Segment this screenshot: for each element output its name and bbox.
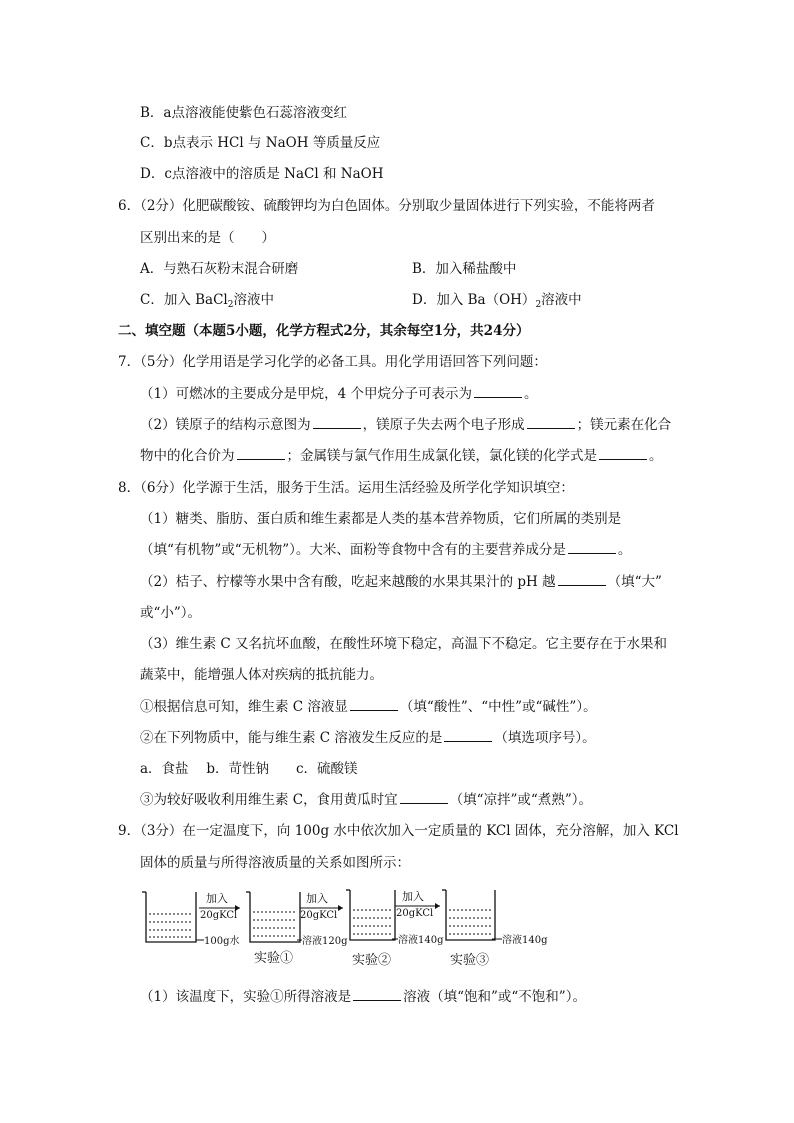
q6-option-d-tail: 溶液中 (541, 292, 582, 308)
amount-label: 20gKCl (396, 908, 434, 919)
q8-choices: a．食盐 b．苛性钠 c．硫酸镁 (140, 761, 358, 777)
answer-blank[interactable] (527, 416, 575, 429)
q6-option-d (412, 291, 582, 314)
q8-sub2 (140, 729, 596, 747)
q7-part2-text-a: （2）镁原子的结构示意图为 (140, 417, 311, 433)
q8-part2-text: （2）桔子、柠檬等水果中含有酸，吃起来越酸的水果其果汁的 pH 越 (140, 574, 556, 590)
q8-part2-line1 (140, 573, 662, 591)
amount-label: 20gKCl (200, 910, 238, 921)
beaker-icon (346, 890, 395, 940)
q8-part1-line1: （1）糖类、脂肪、蛋白质和维生素都是人类的基本营养物质，它们所属的类别是 (140, 511, 622, 527)
q5-option-b: B．a点溶液能使紫色石蕊溶液变红 (140, 105, 347, 121)
q6-option-b: B．加入稀盐酸中 (412, 261, 517, 277)
kcl-dissolution-diagram (140, 882, 560, 974)
beaker-icon (142, 892, 196, 942)
water-label: 100g水 (204, 936, 240, 947)
q9-part1-tail: 溶液（填“饱和”或“不饱和”）。 (403, 989, 586, 1005)
q7-part1-text: （1）可燃冰的主要成分是甲烷，4 个甲烷分子可表示为 (140, 386, 472, 402)
beaker-icon (442, 890, 495, 940)
q8-sub2-tail: （填选项序号）。 (494, 730, 596, 746)
q8-stem: 8．（6分）化学源于生活，服务于生活。运用生活经验及所学化学知识填空： (118, 480, 574, 496)
q5-option-d: D．c点溶液中的溶质是 NaCl 和 NaOH (140, 166, 384, 182)
experiment-label: 实验③ (450, 953, 490, 968)
answer-blank[interactable] (599, 447, 647, 460)
q6-option-c-tail: 溶液中 (233, 292, 274, 308)
solution-label: 溶液120g (302, 936, 348, 947)
q6-option-a: A．与熟石灰粉末混合研磨 (140, 261, 299, 277)
q6-option-c-text: C．加入 BaCl (140, 292, 228, 308)
q7-part2-text-c: ；镁元素在化合 (576, 417, 672, 433)
answer-blank[interactable] (558, 573, 606, 586)
answer-blank[interactable] (568, 541, 616, 554)
q8-part1-tail: 。 (617, 542, 632, 558)
q8-sub3-text: ③为较好吸收利用维生素 C，食用黄瓜时宜 (140, 792, 398, 808)
q7-part1-tail: 。 (523, 386, 538, 402)
answer-blank[interactable] (353, 988, 401, 1001)
add-label: 加入 (206, 892, 228, 905)
q7-part2-line1 (140, 416, 671, 434)
q8-part2-line2: 或“小”）。 (140, 605, 202, 621)
q9-part1-text: （1）该温度下，实验①所得溶液是 (140, 989, 352, 1005)
q6-stem-line1: 6．（2分）化肥碳酸铵、硫酸钾均为白色固体。分别取少量固体进行下列实验，不能将两者 (118, 198, 655, 214)
q8-part3-line1: （3）维生素 C 又名抗坏血酸，在酸性环境下稳定，高温下不稳定。它主要存在于水果和 (140, 636, 667, 652)
q9-part1 (140, 988, 586, 1006)
amount-label: 20gKCl (300, 910, 338, 921)
q8-part1-text: （填“有机物”或“无机物”）。大米、面粉等食物中含有的主要营养成分是 (140, 542, 566, 558)
q7-stem: 7．（5分）化学用语是学习化学的必备工具。用化学用语回答下列问题： (118, 354, 547, 370)
q8-part3-line2: 蔬菜中，能增强人体对疾病的抵抗能力。 (140, 667, 383, 683)
q6-option-c (140, 291, 274, 314)
answer-blank[interactable] (400, 791, 448, 804)
q8-part2-tail: （填“大” (607, 574, 662, 590)
subscript: 2 (227, 300, 234, 310)
answer-blank[interactable] (237, 447, 285, 460)
subscript: 2 (535, 300, 542, 310)
q5-option-c: C．b点表示 HCl 与 NaOH 等质量反应 (140, 135, 381, 151)
q6-stem-line2: 区别出来的是（ ） (140, 230, 275, 246)
q9-stem-line1: 9．（3分）在一定温度下，向 100g 水中依次加入一定质量的 KCl 固体，充分溶解，加入 KCl (118, 823, 679, 839)
q7-part2-text-f: 。 (649, 448, 663, 464)
experiment-label: 实验① (254, 951, 294, 966)
beaker-icon (246, 892, 300, 942)
q7-part1 (140, 385, 537, 403)
answer-blank[interactable] (350, 698, 398, 711)
q7-part2-text-e: ；金属镁与氯气作用生成氯化镁，氯化镁的化学式是 (286, 448, 597, 464)
q7-part2-text-b: ，镁原子失去两个电子形成 (362, 417, 525, 433)
experiment-label: 实验② (352, 953, 392, 968)
q7-part2-text-d: 物中的化合价为 (140, 448, 235, 464)
add-label: 加入 (402, 890, 424, 903)
q8-sub3-tail: （填“凉拌”或“煮熟”）。 (449, 792, 592, 808)
q8-sub1-tail: （填“酸性”、“中性”或“碱性”）。 (399, 699, 597, 715)
q8-sub2-text: ②在下列物质中，能与维生素 C 溶液发生反应的是 (140, 730, 443, 746)
q6-option-d-text: D．加入 Ba（OH） (412, 292, 536, 308)
answer-blank[interactable] (444, 729, 492, 742)
section-heading: 二、填空题（本题5小题，化学方程式2分，其余每空1分，共24分） (118, 323, 530, 339)
q7-part2-line2 (140, 447, 663, 465)
q8-sub1 (140, 698, 597, 716)
add-label: 加入 (306, 892, 328, 905)
solution-label: 溶液140g (398, 935, 444, 946)
q8-part1-line2 (140, 541, 631, 559)
solution-label: 溶液140g (502, 935, 548, 946)
q8-sub1-text: ①根据信息可知，维生素 C 溶液显 (140, 699, 348, 715)
answer-blank[interactable] (474, 385, 522, 398)
q9-stem-line2: 固体的质量与所得溶液质量的关系如图所示： (140, 855, 410, 871)
q8-sub3 (140, 791, 592, 809)
answer-blank[interactable] (313, 416, 361, 429)
